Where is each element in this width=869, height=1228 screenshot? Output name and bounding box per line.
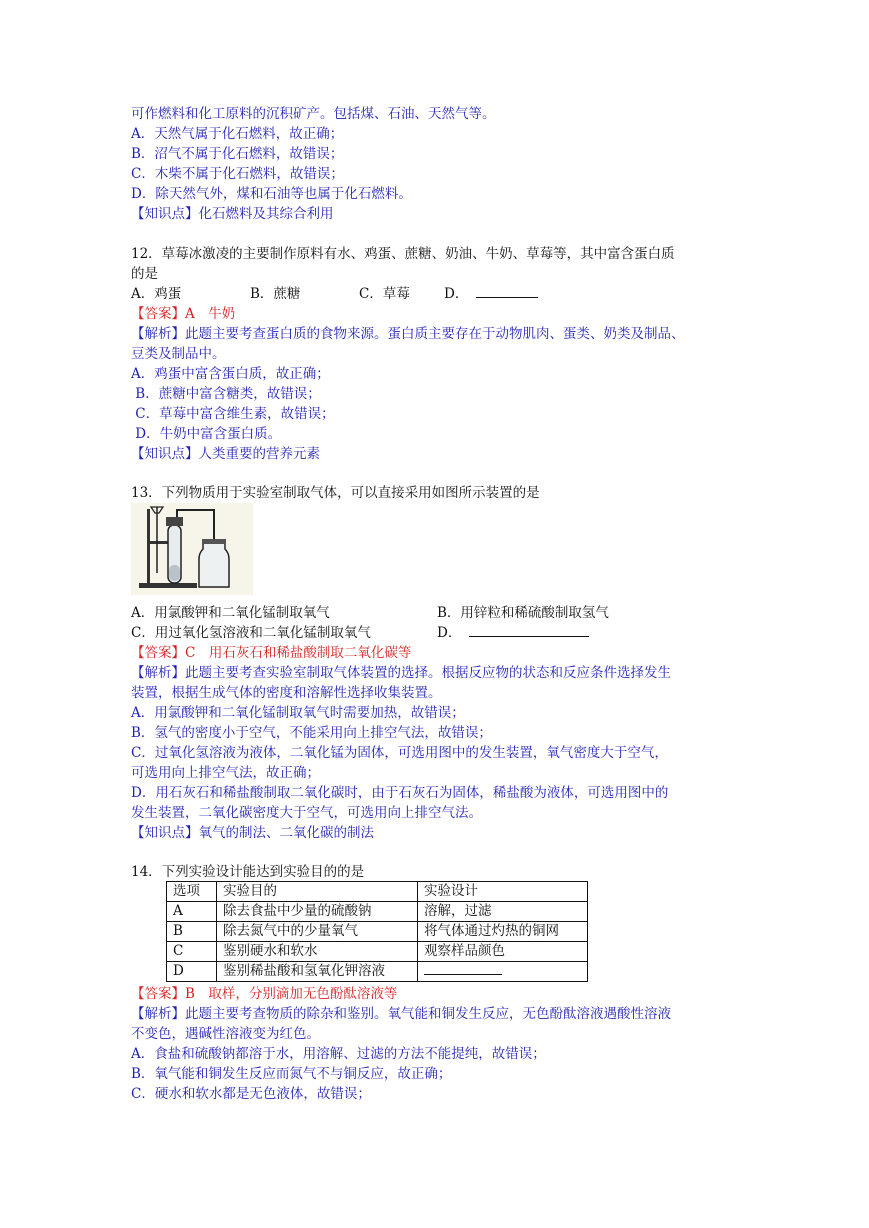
q13-option-c: C．用过氧化氢溶液和二氧化锰制取氧气	[131, 625, 371, 641]
q13-option-d-label: D．	[437, 625, 462, 641]
q12-option-b: B．蔗糖	[250, 286, 301, 302]
table-cell: C	[167, 942, 217, 962]
q12-stem-line1: 12．草莓冰激凌的主要制作原料有水、鸡蛋、蔗糖、奶油、牛奶、草莓等，其中富含蛋白质	[131, 246, 675, 262]
intro-option-c: C．木柴不属于化石燃料，故错误；	[131, 166, 344, 182]
q12-analysis-line: B．蔗糖中富含糖类，故错误；	[131, 386, 321, 402]
q13-analysis-line: 装置，根据生成气体的密度和溶解性选择收集装置。	[131, 685, 442, 701]
table-row	[167, 962, 588, 982]
table-cell: 除去食盐中少量的硫酸钠	[217, 902, 418, 922]
table-cell: 溶解，过滤	[418, 902, 588, 922]
table-header-row	[167, 882, 588, 902]
table-cell: 观察样品颜色	[418, 942, 588, 962]
q12-option-d-label: D．	[444, 286, 469, 302]
q13-option-a: A．用氯酸钾和二氧化锰制取氧气	[131, 605, 330, 621]
q13-option-d	[437, 623, 589, 643]
q12-option-c: C．草莓	[359, 286, 410, 302]
lab-apparatus-figure	[131, 503, 253, 595]
q14-table	[166, 881, 588, 982]
q12-option-a: A．鸡蛋	[131, 286, 182, 302]
q12-option-d	[444, 284, 538, 304]
q13-analysis-line: 【解析】此题主要考查实验室制取气体装置的选择。根据反应物的状态和反应条件选择发生	[131, 665, 671, 681]
table-cell: 除去氮气中的少量氧气	[217, 922, 418, 942]
q13-analysis-line: D．用石灰石和稀盐酸制取二氧化碳时，由于石灰石为固体，稀盐酸为液体，可选用图中的	[131, 785, 669, 801]
q12-stem-line2: 的是	[131, 266, 158, 282]
q14-analysis-line: 不变色，遇碱性溶液变为红色。	[131, 1026, 320, 1042]
q13-option-b: B．用锌粒和稀硫酸制取氢气	[437, 605, 609, 621]
intro-option-b: B．沼气不属于化石燃料，故错误；	[131, 146, 344, 162]
q13-analysis-line: 可选用向上排空气法，故正确；	[131, 765, 320, 781]
intro-knowledge-point: 【知识点】化石燃料及其综合利用	[131, 206, 334, 222]
q13-analysis-line: A．用氯酸钾和二氧化锰制取氧气时需要加热，故错误；	[131, 705, 465, 721]
intro-option-a: A．天然气属于化石燃料，故正确；	[131, 126, 344, 142]
q12-answer: 【答案】A 牛奶	[131, 306, 236, 322]
q13-analysis-line: B．氢气的密度小于空气，不能采用向上排空气法，故错误；	[131, 725, 492, 741]
q14-analysis-line: C．硬水和软水都是无色液体，故错误；	[131, 1086, 371, 1102]
table-row	[167, 942, 588, 962]
q12-answer-blank	[476, 285, 538, 298]
q12-knowledge-point: 【知识点】人类重要的营养元素	[131, 446, 320, 462]
q12-analysis-line: 【解析】此题主要考查蛋白质的食物来源。蛋白质主要存在于动物肌肉、蛋类、奶类及制品、	[131, 326, 685, 342]
table-cell: A	[167, 902, 217, 922]
q13-analysis-line: C．过氧化氢溶液为液体，二氧化锰为固体，可选用图中的发生装置，氧气密度大于空气，	[131, 745, 668, 761]
table-cell-blank	[418, 962, 588, 982]
intro-line: 可作燃料和化工原料的沉积矿产。包括煤、石油、天然气等。	[131, 106, 496, 122]
q14-answer-blank	[424, 962, 502, 975]
table-header-cell: 实验目的	[217, 882, 418, 902]
table-cell: D	[167, 962, 217, 982]
q13-knowledge-point: 【知识点】氧气的制法、二氧化碳的制法	[131, 825, 374, 841]
table-row	[167, 922, 588, 942]
q13-stem: 13．下列物质用于实验室制取气体，可以直接采用如图所示装置的是	[131, 485, 540, 501]
q14-analysis-line: A．食盐和硫酸钠都溶于水，用溶解、过滤的方法不能提纯，故错误；	[131, 1046, 546, 1062]
table-header-cell: 实验设计	[418, 882, 588, 902]
q12-analysis-line: A．鸡蛋中富含蛋白质，故正确；	[131, 366, 330, 382]
table-header-cell: 选项	[167, 882, 217, 902]
q12-analysis-line: C．草莓中富含维生素，故错误；	[131, 406, 335, 422]
q13-answer: 【答案】C 用石灰石和稀盐酸制取二氧化碳等	[131, 645, 412, 661]
q12-analysis-line: D．牛奶中富含蛋白质。	[131, 426, 282, 442]
table-cell: B	[167, 922, 217, 942]
q14-answer: 【答案】B 取样，分别滴加无色酚酞溶液等	[131, 986, 398, 1002]
table-cell: 鉴别稀盐酸和氢氧化钾溶液	[217, 962, 418, 982]
q14-stem: 14．下列实验设计能达到实验目的的是	[131, 864, 365, 880]
table-cell: 将气体通过灼热的铜网	[418, 922, 588, 942]
table-row	[167, 902, 588, 922]
q13-answer-blank	[469, 624, 589, 637]
intro-option-d: D．除天然气外，煤和石油等也属于化石燃料。	[131, 186, 412, 202]
table-cell: 鉴别硬水和软水	[217, 942, 418, 962]
q14-analysis-line: B．氧气能和铜发生反应而氮气不与铜反应，故正确；	[131, 1066, 452, 1082]
q13-analysis-line: 发生装置，二氧化碳密度大于空气，可选用向上排空气法。	[131, 805, 482, 821]
q12-analysis-line: 豆类及制品中。	[131, 346, 226, 362]
q14-analysis-line: 【解析】此题主要考查物质的除杂和鉴别。氧气能和铜发生反应，无色酚酞溶液遇酸性溶液	[131, 1006, 671, 1022]
